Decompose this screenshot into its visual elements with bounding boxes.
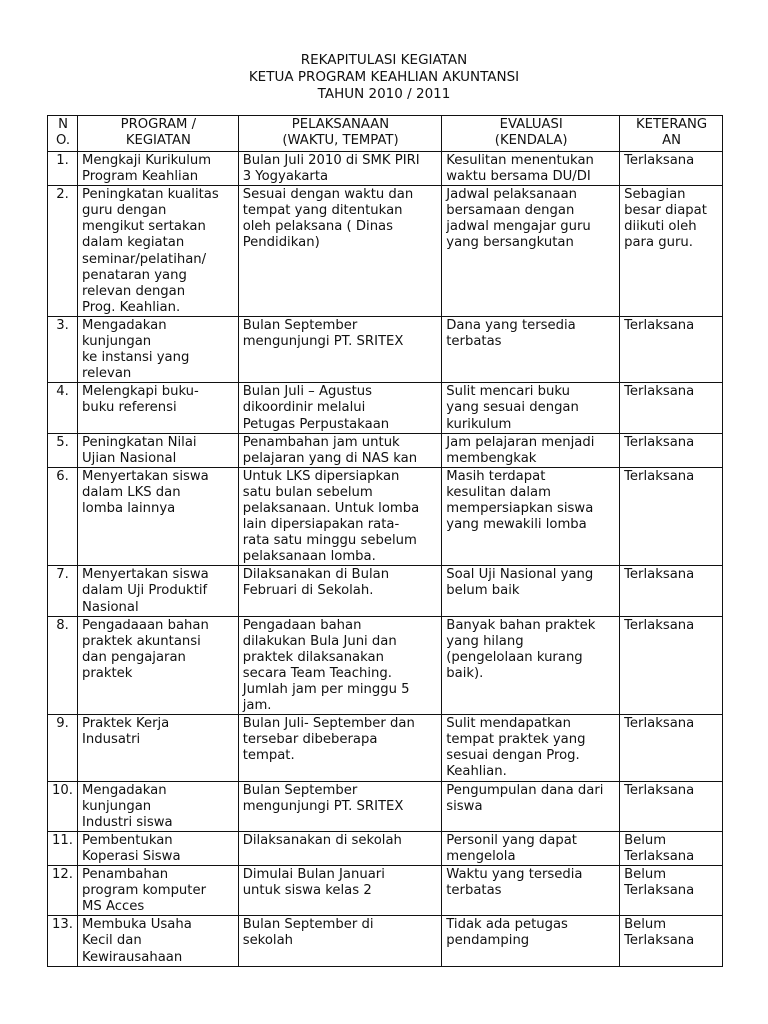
evaluasi-cell: Waktu yang tersedia terbatas [442, 866, 620, 916]
keterangan-cell: Terlaksana [620, 383, 723, 433]
title-line-1: REKAPITULASI KEGIATAN [300, 52, 468, 68]
program-cell: Membuka Usaha Kecil dan Kewirausahaan [78, 916, 239, 966]
table-row [48, 566, 723, 616]
row-number: 12. [48, 866, 78, 916]
keterangan-cell: Terlaksana [620, 781, 723, 831]
evaluasi-cell: Dana yang tersedia terbatas [442, 316, 620, 382]
pelaksanaan-cell: Untuk LKS dipersiapkan satu bulan sebelum pelaksanaan. Untuk lomba lain dipersiapakan rata- rata satu minggu sebelum pelaksanaan lomba. [238, 467, 442, 566]
pelaksanaan-cell: Sesuai dengan waktu dan tempat yang ditentukan oleh pelaksana ( Dinas Pendidikan) [238, 186, 442, 317]
evaluasi-cell: Pengumpulan dana dari siswa [442, 781, 620, 831]
header-keterangan: KETERANG AN [620, 116, 723, 152]
row-number: 2. [48, 186, 78, 317]
evaluasi-cell: Banyak bahan praktek yang hilang (pengelolaan kurang baik). [442, 616, 620, 715]
evaluasi-cell: Sulit mencari buku yang sesuai dengan kurikulum [442, 383, 620, 433]
title-line-2: KETUA PROGRAM KEAHLIAN AKUNTANSI [248, 69, 520, 85]
pelaksanaan-cell: Pengadaan bahan dilakukan Bula Juni dan praktek dilaksanakan secara Team Teaching. Jumlah jam per minggu 5 jam. [238, 616, 442, 715]
table-header-row [48, 116, 723, 152]
table-row [48, 433, 723, 467]
row-number: 7. [48, 566, 78, 616]
pelaksanaan-cell: Dilaksanakan di sekolah [238, 831, 442, 865]
keterangan-cell: Sebagian besar diapat diikuti oleh para guru. [620, 186, 723, 317]
table-row [48, 866, 723, 916]
program-cell: Praktek Kerja Indusatri [78, 715, 239, 781]
evaluasi-cell: Masih terdapat kesulitan dalam mempersiapkan siswa yang mewakili lomba [442, 467, 620, 566]
keterangan-cell: Belum Terlaksana [620, 831, 723, 865]
row-number: 1. [48, 152, 78, 186]
table-row [48, 715, 723, 781]
pelaksanaan-cell: Bulan September mengunjungi PT. SRITEX [238, 781, 442, 831]
table-row [48, 316, 723, 382]
keterangan-cell: Terlaksana [620, 566, 723, 616]
table-row [48, 781, 723, 831]
pelaksanaan-cell: Dilaksanakan di Bulan Februari di Sekolah. [238, 566, 442, 616]
program-cell: Menyertakan siswa dalam LKS dan lomba lainnya [78, 467, 239, 566]
table-row [48, 383, 723, 433]
program-cell: Melengkapi buku- buku referensi [78, 383, 239, 433]
activity-table [47, 115, 723, 967]
keterangan-cell: Terlaksana [620, 316, 723, 382]
pelaksanaan-cell: Bulan September mengunjungi PT. SRITEX [238, 316, 442, 382]
title-line-3: TAHUN 2010 / 2011 [317, 86, 451, 102]
keterangan-cell: Belum Terlaksana [620, 916, 723, 966]
evaluasi-cell: Soal Uji Nasional yang belum baik [442, 566, 620, 616]
header-program: PROGRAM / KEGIATAN [78, 116, 239, 152]
pelaksanaan-cell: Bulan Juli – Agustus dikoordinir melalui Petugas Perpustakaan [238, 383, 442, 433]
evaluasi-cell: Sulit mendapatkan tempat praktek yang sesuai dengan Prog. Keahlian. [442, 715, 620, 781]
program-cell: Menyertakan siswa dalam Uji Produktif Nasional [78, 566, 239, 616]
program-cell: Peningkatan Nilai Ujian Nasional [78, 433, 239, 467]
evaluasi-cell: Jadwal pelaksanaan bersamaan dengan jadwal mengajar guru yang bersangkutan [442, 186, 620, 317]
row-number: 9. [48, 715, 78, 781]
table-body [48, 152, 723, 967]
keterangan-cell: Terlaksana [620, 433, 723, 467]
table-row [48, 152, 723, 186]
pelaksanaan-cell: Bulan September di sekolah [238, 916, 442, 966]
table-row [48, 467, 723, 566]
table-row [48, 616, 723, 715]
keterangan-cell: Terlaksana [620, 715, 723, 781]
row-number: 5. [48, 433, 78, 467]
table-row [48, 916, 723, 966]
row-number: 13. [48, 916, 78, 966]
table-row [48, 831, 723, 865]
header-no: N O. [48, 116, 78, 152]
program-cell: Mengkaji Kurikulum Program Keahlian [78, 152, 239, 186]
row-number: 4. [48, 383, 78, 433]
keterangan-cell: Terlaksana [620, 467, 723, 566]
program-cell: Penambahan program komputer MS Acces [78, 866, 239, 916]
row-number: 6. [48, 467, 78, 566]
keterangan-cell: Terlaksana [620, 152, 723, 186]
program-cell: Pembentukan Koperasi Siswa [78, 831, 239, 865]
row-number: 10. [48, 781, 78, 831]
row-number: 11. [48, 831, 78, 865]
header-evaluasi: EVALUASI (KENDALA) [442, 116, 620, 152]
pelaksanaan-cell: Bulan Juli 2010 di SMK PIRI 3 Yogyakarta [238, 152, 442, 186]
keterangan-cell: Terlaksana [620, 616, 723, 715]
document-title [0, 52, 768, 103]
evaluasi-cell: Tidak ada petugas pendamping [442, 916, 620, 966]
keterangan-cell: Belum Terlaksana [620, 866, 723, 916]
evaluasi-cell: Jam pelajaran menjadi membengkak [442, 433, 620, 467]
pelaksanaan-cell: Bulan Juli- September dan tersebar dibeberapa tempat. [238, 715, 442, 781]
program-cell: Pengadaaan bahan praktek akuntansi dan pengajaran praktek [78, 616, 239, 715]
program-cell: Mengadakan kunjungan ke instansi yang relevan [78, 316, 239, 382]
header-pelaksanaan: PELAKSANAAN (WAKTU, TEMPAT) [238, 116, 442, 152]
program-cell: Peningkatan kualitas guru dengan mengikut sertakan dalam kegiatan seminar/pelatihan/ penataran yang relevan dengan Prog. Keahlian. [78, 186, 239, 317]
program-cell: Mengadakan kunjungan Industri siswa [78, 781, 239, 831]
evaluasi-cell: Kesulitan menentukan waktu bersama DU/DI [442, 152, 620, 186]
row-number: 8. [48, 616, 78, 715]
pelaksanaan-cell: Dimulai Bulan Januari untuk siswa kelas 2 [238, 866, 442, 916]
table-row [48, 186, 723, 317]
row-number: 3. [48, 316, 78, 382]
pelaksanaan-cell: Penambahan jam untuk pelajaran yang di NAS kan [238, 433, 442, 467]
evaluasi-cell: Personil yang dapat mengelola [442, 831, 620, 865]
